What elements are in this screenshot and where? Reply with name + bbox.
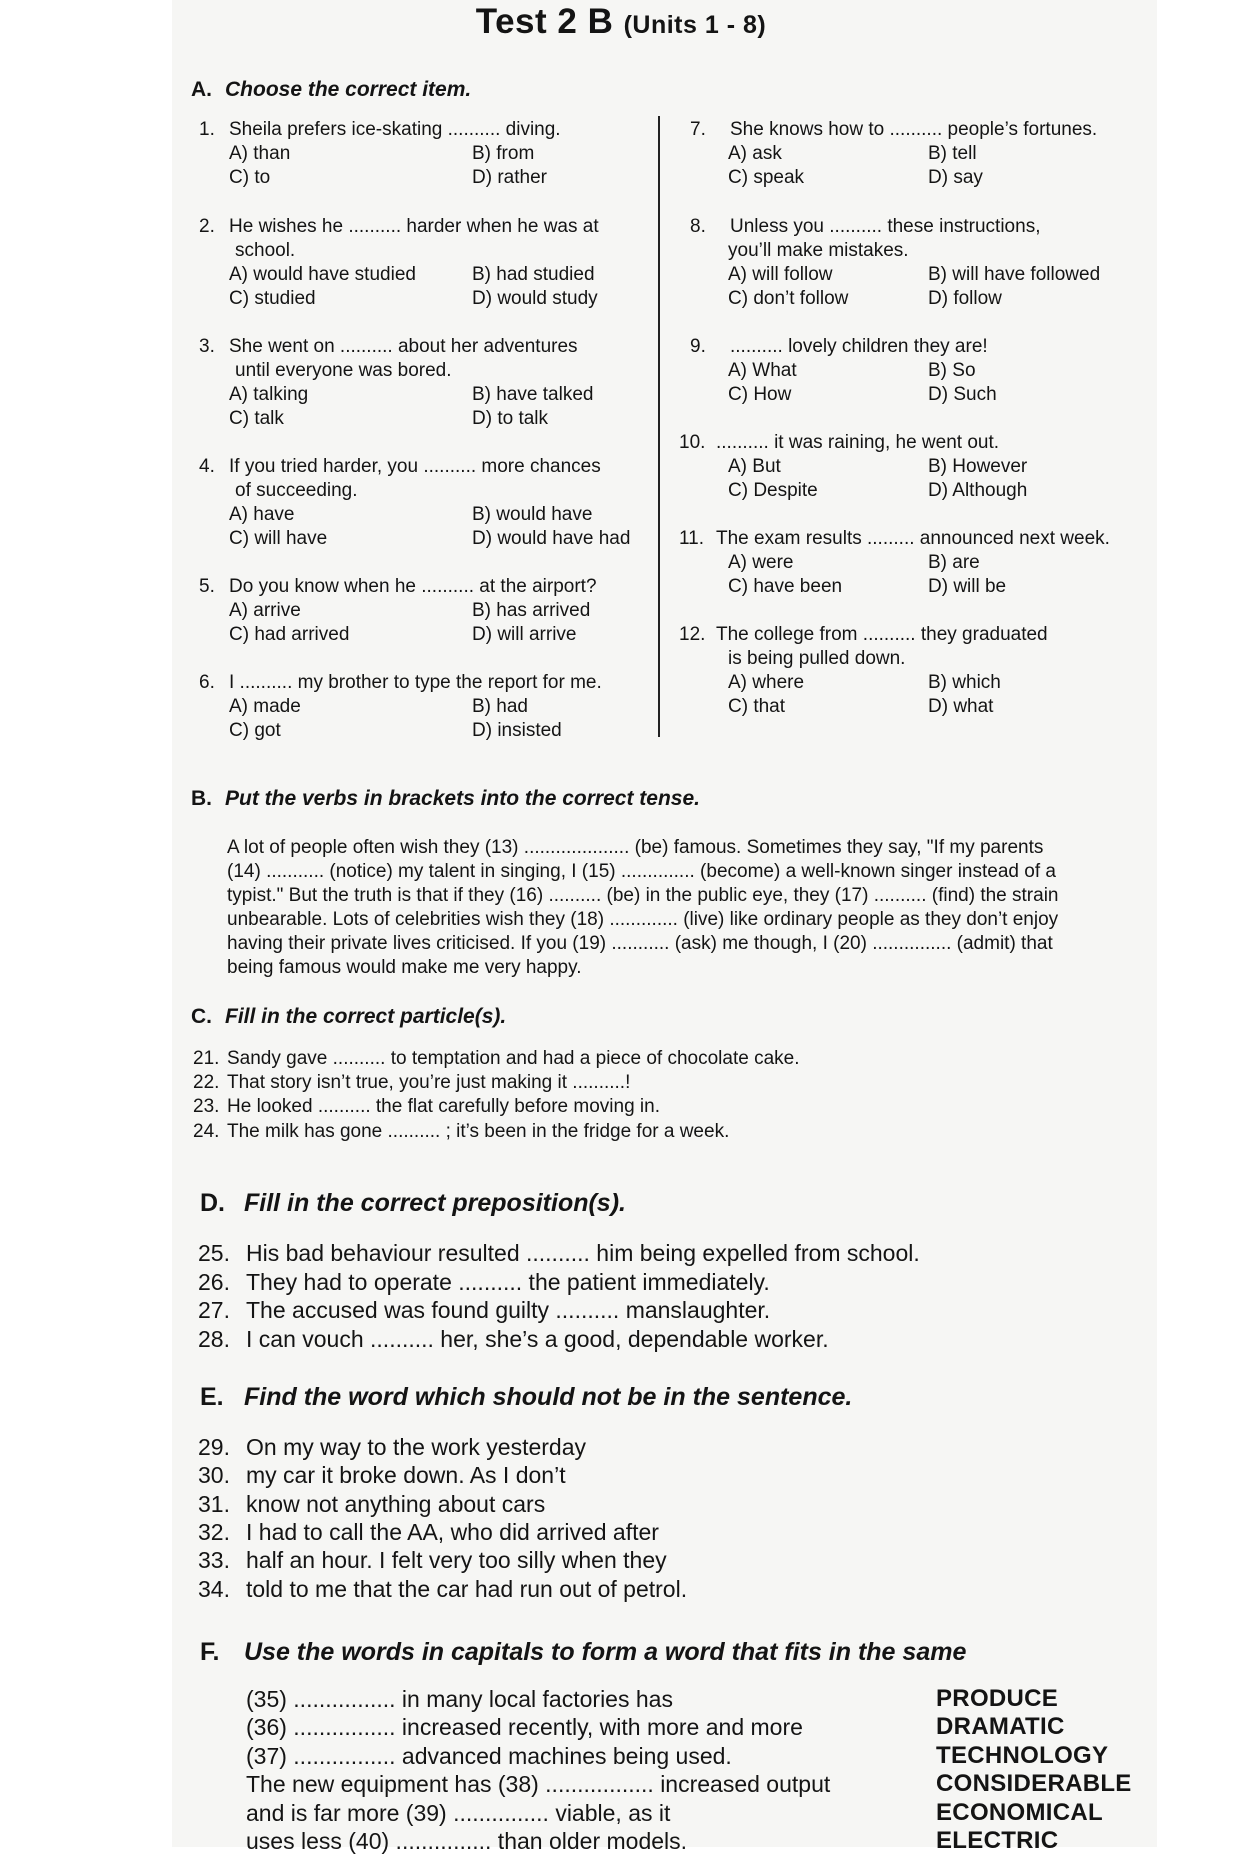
question-number: 10. <box>679 432 706 453</box>
answer-option[interactable]: C) don’t follow <box>728 288 849 309</box>
question-stem: The college from .......... they graduated <box>716 624 1048 645</box>
answer-option[interactable]: A) ask <box>728 143 782 164</box>
answer-option[interactable]: D) follow <box>928 288 1002 309</box>
answer-option[interactable]: D) insisted <box>472 720 562 741</box>
question-32: 32. I had to call the AA, who did arrived after <box>198 1519 659 1545</box>
paragraph-line: A lot of people often wish they (13) .................... (be) famous. Sometimes they say, "If my parents <box>227 837 1044 858</box>
column-divider <box>658 116 660 737</box>
answer-option[interactable]: C) have been <box>728 576 843 597</box>
question-stem: .......... it was raining, he went out. <box>716 432 1000 453</box>
answer-option[interactable]: A) But <box>728 456 781 477</box>
question-number: 5. <box>199 576 215 597</box>
section-d-heading: D. Fill in the correct preposition(s). <box>200 1189 626 1217</box>
answer-option[interactable]: A) have <box>229 504 295 525</box>
answer-option[interactable]: C) speak <box>728 167 805 188</box>
question-number: 4. <box>199 456 215 477</box>
paragraph-line: (14) ........... (notice) my talent in singing, I (15) .............. (become) a well-known singer instead of a <box>227 861 1056 882</box>
answer-option[interactable]: A) were <box>728 552 794 573</box>
question-number: 9. <box>690 336 706 357</box>
answer-option[interactable]: B) had studied <box>472 264 595 285</box>
answer-option[interactable]: D) will be <box>928 576 1007 597</box>
answer-option[interactable]: A) talking <box>229 384 309 405</box>
answer-option[interactable]: C) had arrived <box>229 624 350 645</box>
question-number: 12. <box>679 624 706 645</box>
answer-option[interactable]: D) rather <box>472 167 547 188</box>
answer-option[interactable]: B) tell <box>928 143 977 164</box>
question-24: 24. The milk has gone .......... ; it’s been in the fridge for a week. <box>193 1121 730 1142</box>
section-b-heading: B. Put the verbs in brackets into the correct tense. <box>191 787 700 810</box>
answer-option[interactable]: B) has arrived <box>472 600 591 621</box>
capital-word-36: DRAMATIC <box>936 1713 1065 1740</box>
question-27: 27. The accused was found guilty .......... manslaughter. <box>198 1297 771 1323</box>
question-stem: She knows how to .......... people’s fortunes. <box>730 119 1098 140</box>
question-stem: If you tried harder, you .......... more chances <box>229 456 601 477</box>
capital-word-37: TECHNOLOGY <box>936 1742 1109 1769</box>
answer-option[interactable]: C) How <box>728 384 792 405</box>
answer-option[interactable]: C) to <box>229 167 271 188</box>
question-39: and is far more (39) ............... viable, as it <box>246 1800 671 1826</box>
answer-option[interactable]: B) from <box>472 143 535 164</box>
answer-option[interactable]: A) would have studied <box>229 264 416 285</box>
answer-option[interactable]: C) studied <box>229 288 316 309</box>
capital-word-40: ELECTRIC <box>936 1827 1059 1854</box>
question-number: 7. <box>690 119 706 140</box>
question-26: 26. They had to operate .......... the patient immediately. <box>198 1269 770 1295</box>
answer-option[interactable]: B) So <box>928 360 976 381</box>
answer-option[interactable]: D) would study <box>472 288 598 309</box>
question-30: 30. my car it broke down. As I don’t <box>198 1462 566 1488</box>
question-38: The new equipment has (38) ................. increased output <box>246 1771 831 1797</box>
answer-option[interactable]: C) got <box>229 720 281 741</box>
answer-option[interactable]: B) had <box>472 696 528 717</box>
answer-option[interactable]: C) will have <box>229 528 328 549</box>
question-37: (37) ................ advanced machines being used. <box>246 1743 732 1769</box>
question-number: 8. <box>690 216 706 237</box>
title-main: Test 2 B <box>475 2 614 41</box>
question-number: 1. <box>199 119 215 140</box>
page-title <box>0 2 1242 42</box>
capital-word-39: ECONOMICAL <box>936 1799 1103 1826</box>
answer-option[interactable]: B) However <box>928 456 1028 477</box>
paragraph-line: unbearable. Lots of celebrities wish they (18) ............. (live) like ordinary people as they don’t enjoy <box>227 909 1059 930</box>
question-31: 31. know not anything about cars <box>198 1491 546 1517</box>
section-b-paragraph <box>227 836 1147 980</box>
question-stem: Do you know when he .......... at the airport? <box>229 576 597 597</box>
question-stem: Unless you .......... these instructions, <box>730 216 1041 237</box>
answer-option[interactable]: D) say <box>928 167 983 188</box>
question-35: (35) ................ in many local factories has <box>246 1686 673 1712</box>
answer-option[interactable]: B) would have <box>472 504 593 525</box>
paragraph-line: typist." But the truth is that if they (16) .......... (be) in the public eye, they (17) .......... (find) the strain <box>227 885 1059 906</box>
question-23: 23. He looked .......... the flat carefully before moving in. <box>193 1096 660 1117</box>
answer-option[interactable]: A) will follow <box>728 264 833 285</box>
question-stem: is being pulled down. <box>728 648 906 669</box>
answer-option[interactable]: C) talk <box>229 408 284 429</box>
answer-option[interactable]: A) What <box>728 360 797 381</box>
answer-option[interactable]: A) arrive <box>229 600 301 621</box>
question-29: 29. On my way to the work yesterday <box>198 1434 587 1460</box>
question-number: 2. <box>199 216 215 237</box>
question-number: 11. <box>679 528 705 549</box>
answer-option[interactable]: B) which <box>928 672 1001 693</box>
question-stem: I .......... my brother to type the report for me. <box>229 672 602 693</box>
question-34: 34. told to me that the car had run out of petrol. <box>198 1576 688 1602</box>
answer-option[interactable]: B) will have followed <box>928 264 1101 285</box>
question-number: 3. <box>199 336 215 357</box>
answer-option[interactable]: D) Such <box>928 384 997 405</box>
question-40: uses less (40) ............... than older models. <box>246 1828 688 1854</box>
question-stem: She went on .......... about her adventures <box>229 336 578 357</box>
question-22: 22. That story isn’t true, you’re just making it ..........! <box>193 1072 631 1093</box>
question-stem: He wishes he .......... harder when he was at <box>229 216 599 237</box>
answer-option[interactable]: D) will arrive <box>472 624 577 645</box>
answer-option[interactable]: A) where <box>728 672 805 693</box>
answer-option[interactable]: B) are <box>928 552 980 573</box>
question-stem: until everyone was bored. <box>235 360 452 381</box>
question-25: 25. His bad behaviour resulted .......... him being expelled from school. <box>198 1240 920 1266</box>
question-stem: school. <box>235 240 296 261</box>
section-e-heading: E. Find the word which should not be in the sentence. <box>200 1383 853 1411</box>
answer-option[interactable]: D) to talk <box>472 408 549 429</box>
answer-option[interactable]: C) Despite <box>728 480 818 501</box>
answer-option[interactable]: A) made <box>229 696 301 717</box>
question-33: 33. half an hour. I felt very too silly when they <box>198 1547 667 1573</box>
answer-option[interactable]: D) what <box>928 696 994 717</box>
question-28: 28. I can vouch .......... her, she’s a good, dependable worker. <box>198 1326 829 1352</box>
section-a-heading: A. Choose the correct item. <box>191 78 472 101</box>
capital-word-35: PRODUCE <box>936 1685 1059 1712</box>
question-stem: Sheila prefers ice-skating .......... diving. <box>229 119 561 140</box>
question-stem: The exam results ......... announced next week. <box>716 528 1110 549</box>
paragraph-line: being famous would make me very happy. <box>227 957 582 978</box>
answer-option[interactable]: C) that <box>728 696 786 717</box>
section-c-heading: C. Fill in the correct particle(s). <box>191 1005 507 1028</box>
title-units: (Units 1 - 8) <box>623 11 767 39</box>
paragraph-line: having their private lives criticised. If you (19) ........... (ask) me though, I (20) ............... (admit) that <box>227 933 1053 954</box>
answer-option[interactable]: D) would have had <box>472 528 631 549</box>
answer-option[interactable]: B) have talked <box>472 384 594 405</box>
answer-option[interactable]: D) Although <box>928 480 1028 501</box>
question-stem: .......... lovely children they are! <box>730 336 988 357</box>
question-36: (36) ................ increased recently, with more and more <box>246 1714 803 1740</box>
answer-option[interactable]: A) than <box>229 143 291 164</box>
question-number: 6. <box>199 672 215 693</box>
question-stem: you’ll make mistakes. <box>728 240 909 261</box>
capital-word-38: CONSIDERABLE <box>936 1770 1132 1797</box>
section-f-heading: F. Use the words in capitals to form a word that fits in the same <box>200 1638 967 1666</box>
question-21: 21. Sandy gave .......... to temptation and had a piece of chocolate cake. <box>193 1048 800 1069</box>
question-stem: of succeeding. <box>235 480 358 501</box>
